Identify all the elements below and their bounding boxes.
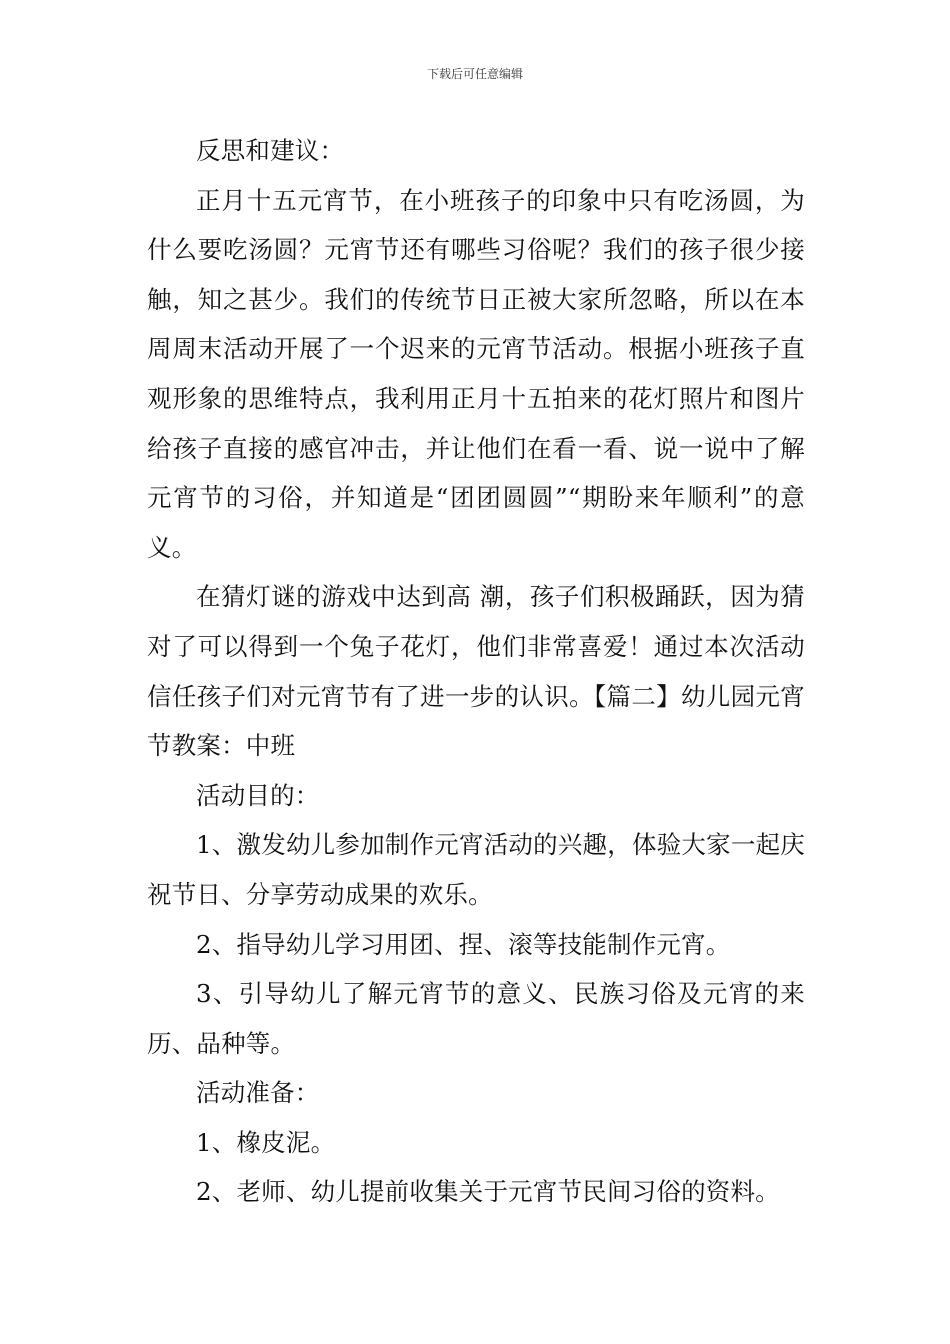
- paragraph-reflection-body: 正月十五元宵节，在小班孩子的印象中只有吃汤圆，为什么要吃汤圆？元宵节还有哪些习俗呢？我们的孩子很少接触，知之甚少。我们的传统节日正被大家所忽略，所以在本周周末活动开展了一个迟来的元宵节活动。根据小班孩子直观形象的思维特点，我利用正月十五拍来的花灯照片和图片给孩子直接的感官冲击，并让他们在看一看、说一说中了解元宵节的习俗，并知道是“团团圆圆”“期盼来年顺利”的意义。: [147, 185, 805, 562]
- paragraph-preparation-1: 1、橡皮泥。: [196, 1127, 336, 1157]
- paragraph-preparation-2: 2、老师、幼儿提前收集关于元宵节民间习俗的资料。: [196, 1177, 780, 1207]
- paragraph-goal-1: 1、激发幼儿参加制作元宵活动的兴趣，体验大家一起庆祝节日、分享劳动成果的欢乐。: [147, 830, 805, 909]
- paragraph-goal-2: 2、指导幼儿学习用团、捏、滚等技能制作元宵。: [196, 929, 731, 959]
- document-body: [147, 126, 805, 1217]
- paragraph-lantern-riddles: 在猜灯谜的游戏中达到高 潮，孩子们积极踊跃，因为猜对了可以得到一个兔子花灯，他们非常喜爱！通过本次活动信任孩子们对元宵节有了进一步的认识。【篇二】幼儿园元宵节教案：中班: [147, 582, 805, 761]
- paragraph-preparation-heading: 活动准备：: [196, 1078, 320, 1108]
- paragraph-goal-3: 3、引导幼儿了解元宵节的意义、民族习俗及元宵的来历、品种等。: [147, 979, 805, 1058]
- paragraph-goals-heading: 活动目的：: [196, 780, 320, 810]
- paragraph-reflection-heading: 反思和建议：: [196, 136, 345, 165]
- page-header: 下载后可任意编辑: [426, 67, 523, 81]
